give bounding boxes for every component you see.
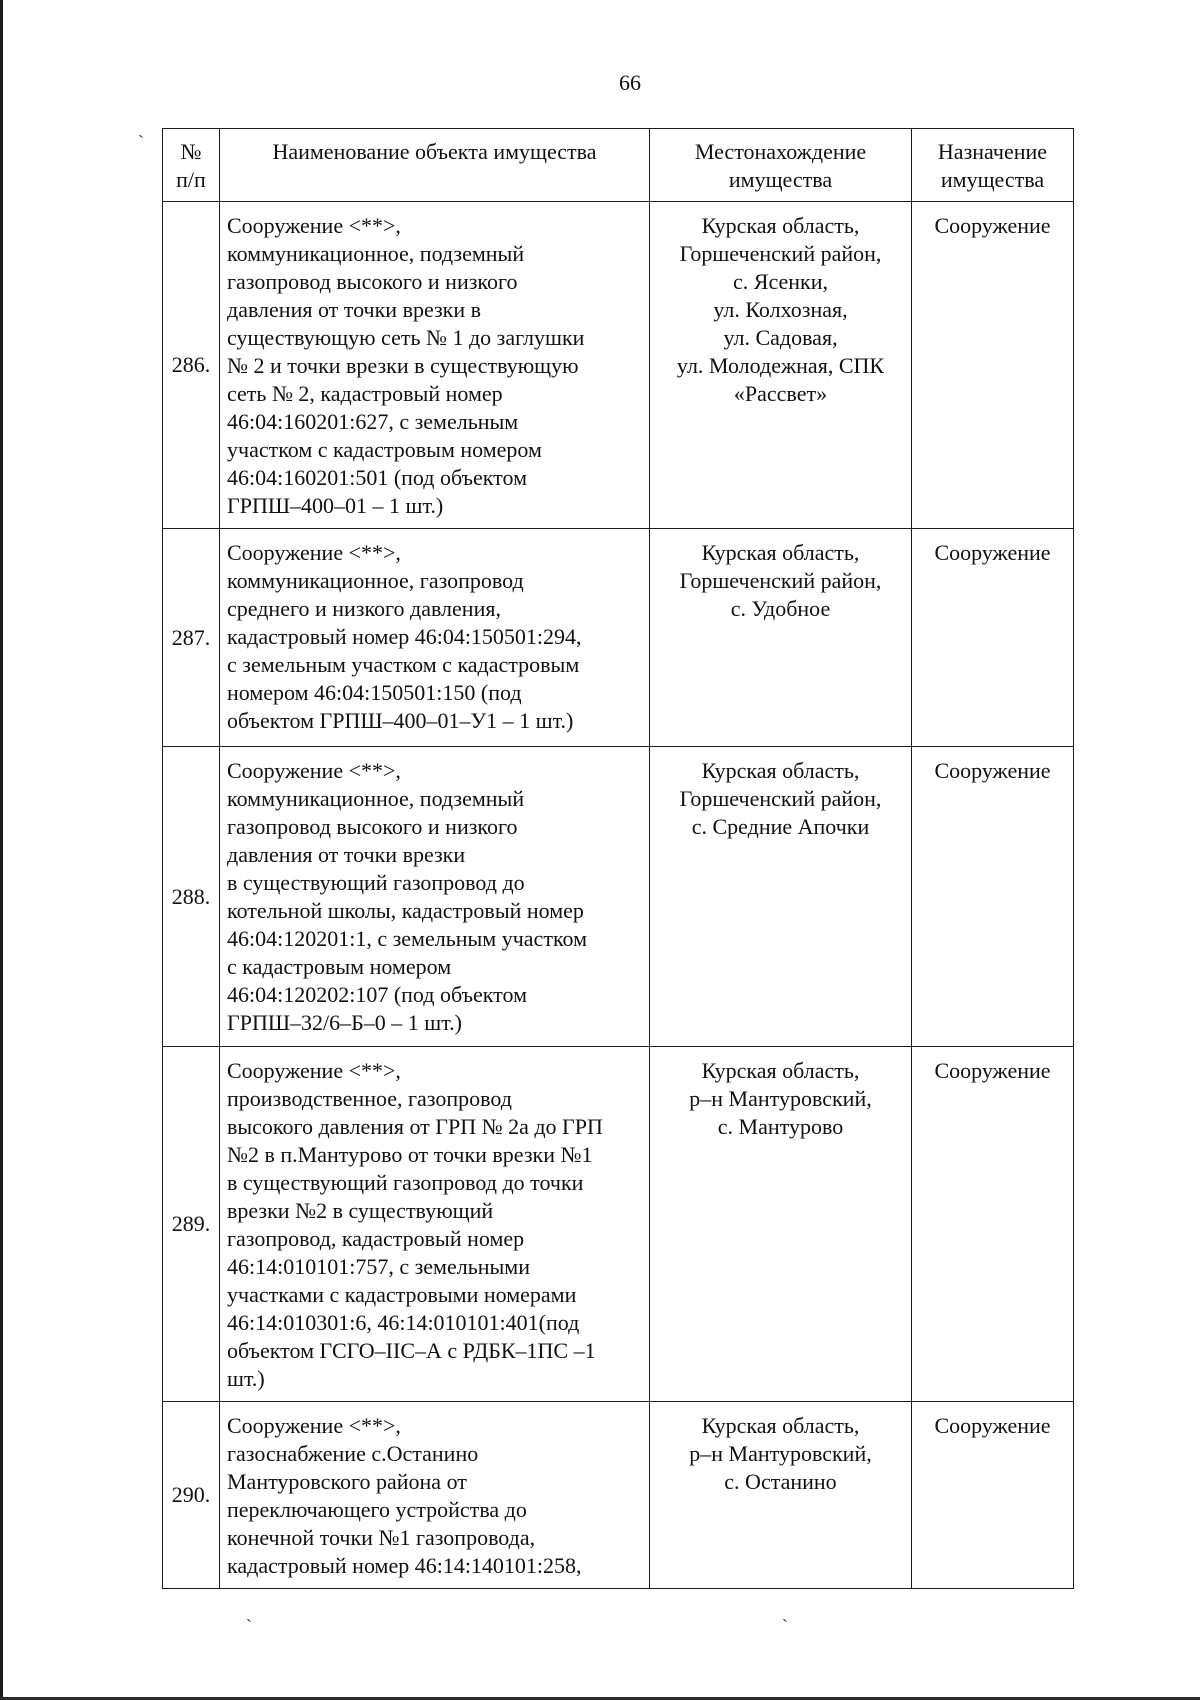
header-location: Местонахождение имущества	[650, 129, 912, 202]
object-name: Сооружение <**>, газоснабжение с.Останино Мантуровского района от переключающего устройства до конечной точки №1 газопровода, кадастровый номер 46:14:140101:258,	[220, 1402, 650, 1589]
header-purpose: Назначение имущества	[912, 129, 1074, 202]
object-name: Сооружение <**>, производственное, газопровод высокого давления от ГРП № 2а до ГРП №2 в п.Мантурово от точки врезки №1 в существующий газопровод до точки врезки №2 в существующий газопровод, кадастровый номер 46:14:010101:757, с земельными участками с кадастровыми номерами 46:14:010301:6, 46:14:010101:401(под объектом ГСГО–IIС–А с РДБК–1ПС –1 шт.)	[220, 1047, 650, 1402]
stray-mark: ˏ	[246, 1602, 252, 1622]
table-row	[163, 747, 1074, 1047]
object-purpose: Сооружение	[912, 1047, 1074, 1402]
object-purpose: Сооружение	[912, 529, 1074, 747]
object-purpose: Сооружение	[912, 1402, 1074, 1589]
object-location: Курская область, Горшеченский район, с. Удобное	[650, 529, 912, 747]
table-header-row	[163, 129, 1074, 202]
object-name: Сооружение <**>, коммуникационное, подземный газопровод высокого и низкого давления от точки врезки в существующий газопровод до котельной школы, кадастровый номер 46:04:120201:1, с земельным участком с кадастровым номером 46:04:120202:107 (под объектом ГРПШ–32/6–Б–0 – 1 шт.)	[220, 747, 650, 1047]
property-registry-table	[162, 128, 1074, 1589]
row-number: 286.	[163, 202, 220, 529]
object-location: Курская область, р–н Мантуровский, с. Останино	[650, 1402, 912, 1589]
object-location: Курская область, р–н Мантуровский, с. Мантурово	[650, 1047, 912, 1402]
header-object-name: Наименование объекта имущества	[220, 129, 650, 202]
object-location: Курская область, Горшеченский район, с. Ясенки, ул. Колхозная, ул. Садовая, ул. Молодежная, СПК «Рассвет»	[650, 202, 912, 529]
table-row	[163, 202, 1074, 529]
object-name: Сооружение <**>, коммуникационное, подземный газопровод высокого и низкого давления от точки врезки в существующую сеть № 1 до заглушки № 2 и точки врезки в существующую сеть № 2, кадастровый номер 46:04:160201:627, с земельным участком с кадастровым номером 46:04:160201:501 (под объектом ГРПШ–400–01 – 1 шт.)	[220, 202, 650, 529]
object-purpose: Сооружение	[912, 747, 1074, 1047]
header-number: № п/п	[163, 129, 220, 202]
object-name: Сооружение <**>, коммуникационное, газопровод среднего и низкого давления, кадастровый номер 46:04:150501:294, с земельным участком с кадастровым номером 46:04:150501:150 (под объектом ГРПШ–400–01–У1 – 1 шт.)	[220, 529, 650, 747]
stray-mark: ˏ	[138, 118, 144, 138]
page-number: 66	[619, 70, 641, 95]
table-row	[163, 529, 1074, 747]
scan-left-edge	[0, 0, 3, 1700]
object-purpose: Сооружение	[912, 202, 1074, 529]
row-number: 289.	[163, 1047, 220, 1402]
row-number: 287.	[163, 529, 220, 747]
stray-mark: ˏ	[782, 1602, 788, 1622]
row-number: 288.	[163, 747, 220, 1047]
table-row	[163, 1047, 1074, 1402]
object-location: Курская область, Горшеченский район, с. Средние Апочки	[650, 747, 912, 1047]
row-number: 290.	[163, 1402, 220, 1589]
table-row	[163, 1402, 1074, 1589]
